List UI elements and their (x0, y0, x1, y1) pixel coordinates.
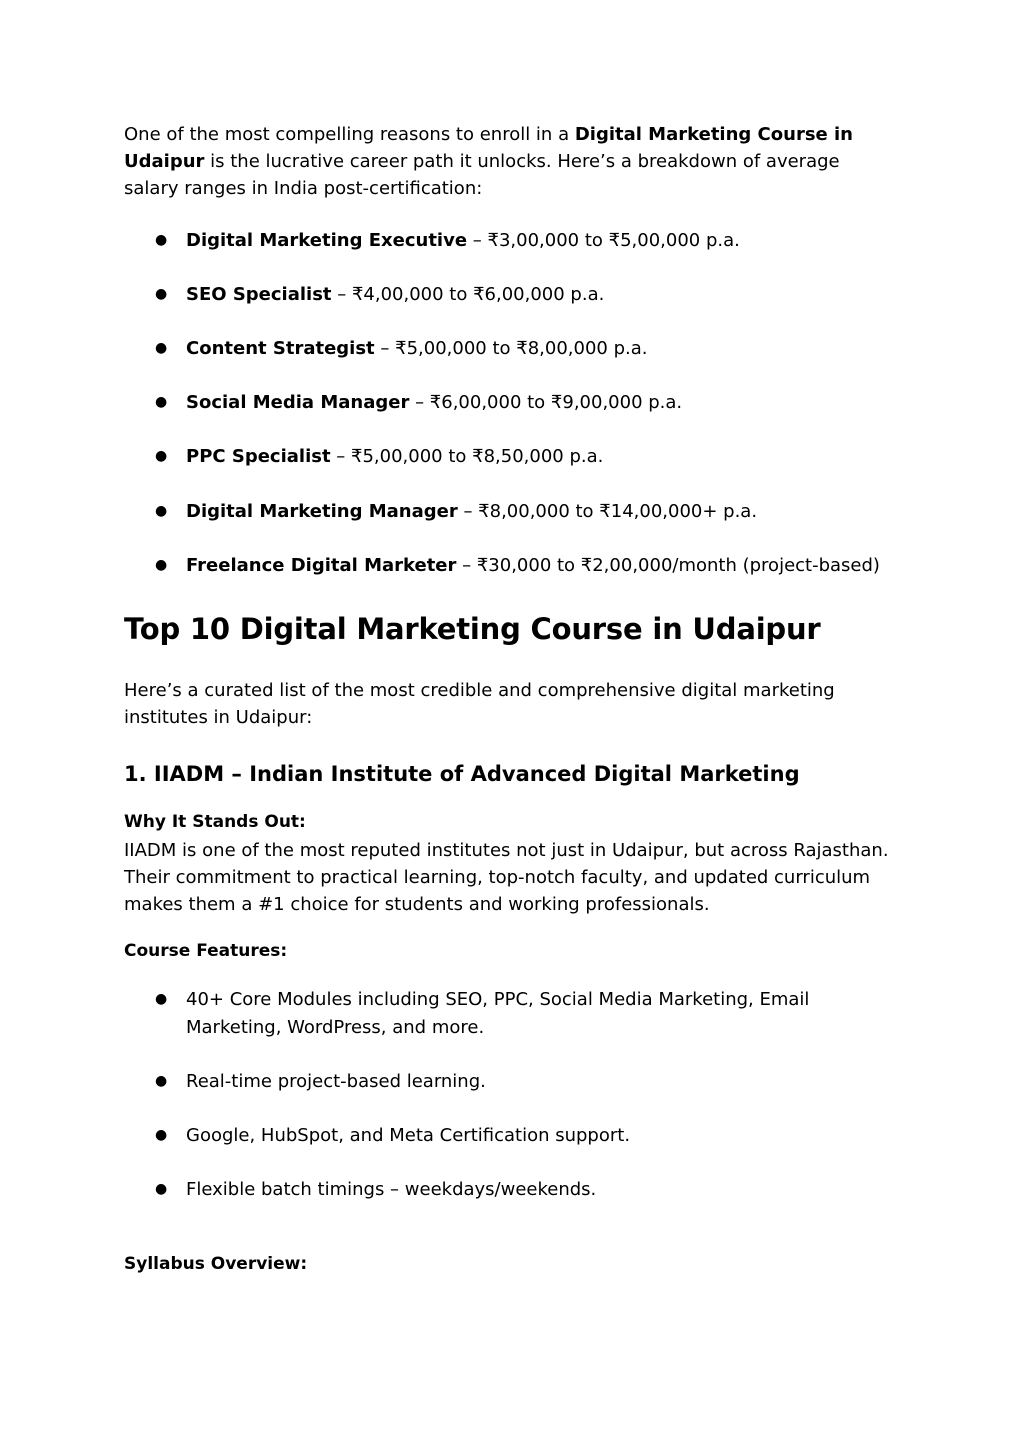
list-item (124, 389, 894, 416)
bullet-icon: ● (155, 231, 168, 248)
salary-range: – ₹5,00,000 to ₹8,00,000 p.a. (374, 338, 648, 360)
salary-role: SEO Specialist (186, 283, 332, 305)
list-item (124, 552, 894, 579)
course-features-title: Course Features: (124, 941, 288, 962)
salary-role: PPC Specialist (186, 446, 331, 468)
intro-paragraph (124, 121, 894, 203)
institute-heading: 1. IIADM – Indian Institute of Advanced Digital Marketing (124, 762, 800, 787)
bullet-icon: ● (155, 394, 168, 411)
salary-role: Content Strategist (186, 338, 375, 360)
salary-range: – ₹5,00,000 to ₹8,50,000 p.a. (330, 446, 604, 468)
list-item (124, 986, 894, 1040)
bullet-icon: ● (155, 556, 168, 573)
list-item (124, 443, 894, 470)
intro-text-start: One of the most compelling reasons to enroll in a (124, 124, 575, 145)
bullet-icon: ● (155, 285, 168, 302)
feature-text: Flexible batch timings – weekdays/weekends. (186, 1179, 597, 1201)
document-page (124, 121, 894, 1279)
salary-range: – ₹4,00,000 to ₹6,00,000 p.a. (331, 283, 605, 305)
salary-role: Digital Marketing Manager (186, 500, 458, 522)
intro-text-end: is the lucrative career path it unlocks. Here’s a breakdown of average salary ranges in India post-certification: (124, 151, 840, 200)
bullet-icon: ● (155, 991, 168, 1008)
salary-role: Digital Marketing Executive (186, 229, 468, 251)
bullet-icon: ● (155, 1127, 168, 1144)
syllabus-overview-title: Syllabus Overview: (124, 1254, 308, 1275)
list-item (124, 281, 894, 308)
salary-list (124, 227, 894, 579)
salary-role: Freelance Digital Marketer (186, 554, 457, 576)
bullet-icon: ● (155, 1181, 168, 1198)
list-item (124, 227, 894, 254)
top10-heading: Top 10 Digital Marketing Course in Udaipur (124, 612, 821, 647)
bullet-icon: ● (155, 340, 168, 357)
salary-range: – ₹3,00,000 to ₹5,00,000 p.a. (467, 229, 740, 251)
salary-range: – ₹30,000 to ₹2,00,000/month (project-based) (456, 554, 880, 576)
feature-text: Google, HubSpot, and Meta Certification support. (186, 1125, 631, 1147)
list-item (124, 1176, 894, 1203)
why-stands-out-title: Why It Stands Out: (124, 812, 306, 833)
list-item (124, 1068, 894, 1095)
salary-range: – ₹6,00,000 to ₹9,00,000 p.a. (409, 392, 683, 414)
list-item (124, 1122, 894, 1149)
bullet-icon: ● (155, 1072, 168, 1089)
why-stands-out-text: IIADM is one of the most reputed institutes not just in Udaipur, but across Rajasthan. Their commitment to practical learning, top-notch faculty, and updated curriculum makes them a #1 choice for students and working professionals. (124, 839, 889, 916)
list-item (124, 498, 894, 525)
feature-text: 40+ Core Modules including SEO, PPC, Social Media Marketing, Email Marketing, WordPress, and more. (186, 989, 810, 1038)
salary-range: – ₹8,00,000 to ₹14,00,000+ p.a. (457, 500, 758, 522)
feature-text: Real-time project-based learning. (186, 1070, 486, 1092)
salary-role: Social Media Manager (186, 392, 410, 414)
intro-bold-course: Digital Marketing Course in Udaipur (124, 124, 853, 173)
bullet-icon: ● (155, 448, 168, 465)
list-item (124, 335, 894, 362)
top10-intro: Here’s a curated list of the most credible and comprehensive digital marketing institutes in Udaipur: (124, 680, 835, 729)
bullet-icon: ● (155, 502, 168, 519)
course-features-list (124, 986, 894, 1203)
